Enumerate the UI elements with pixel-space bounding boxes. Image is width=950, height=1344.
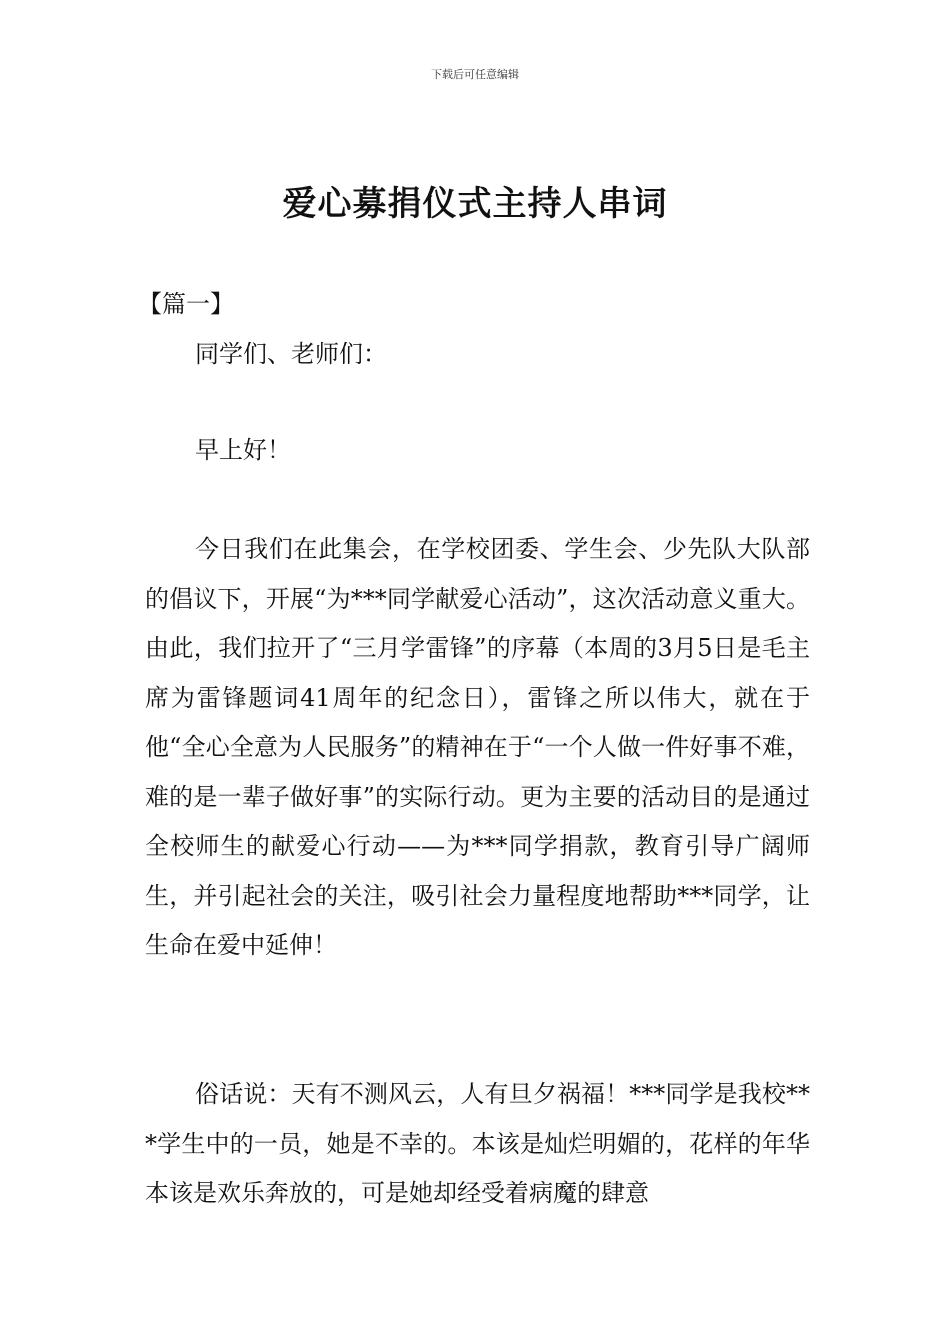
paragraph-purpose: 今日我们在此集会，在学校团委、学生会、少先队大队部的倡议下，开展“为***同学献爱心活动”，这次活动意义重大。由此，我们拉开了“三月学雷锋”的序幕（本周的3月5日是毛主席为雷锋题词41周年的纪念日），雷锋之所以伟大，就在于他“全心全意为人民服务”的精神在于“一个人做一件好事不难，难的是一辈子做好事”的实际行动。更为主要的活动目的是通过全校师生的献爱心行动——为***同学捐款，教育引导广阔师生，并引起社会的关注，吸引社会力量程度地帮助***同学，让生命在爱中延伸！ (145, 535, 810, 959)
paragraph-greeting: 同学们、老师们： (195, 340, 387, 368)
paragraph-story: 俗话说：天有不测风云，人有旦夕祸福！***同学是我校***学生中的一员，她是不幸的。本该是灿烂明媚的，花样的年华本该是欢乐奔放的，可是她却经受着病魔的肆意 (145, 1080, 810, 1207)
page-header-note: 下载后可任意编辑 (431, 68, 519, 81)
document-title: 爱心募捐仪式主持人串词 (282, 184, 668, 224)
paragraph-good-morning: 早上好！ (195, 436, 291, 464)
section-label: 【篇一】 (138, 290, 234, 318)
